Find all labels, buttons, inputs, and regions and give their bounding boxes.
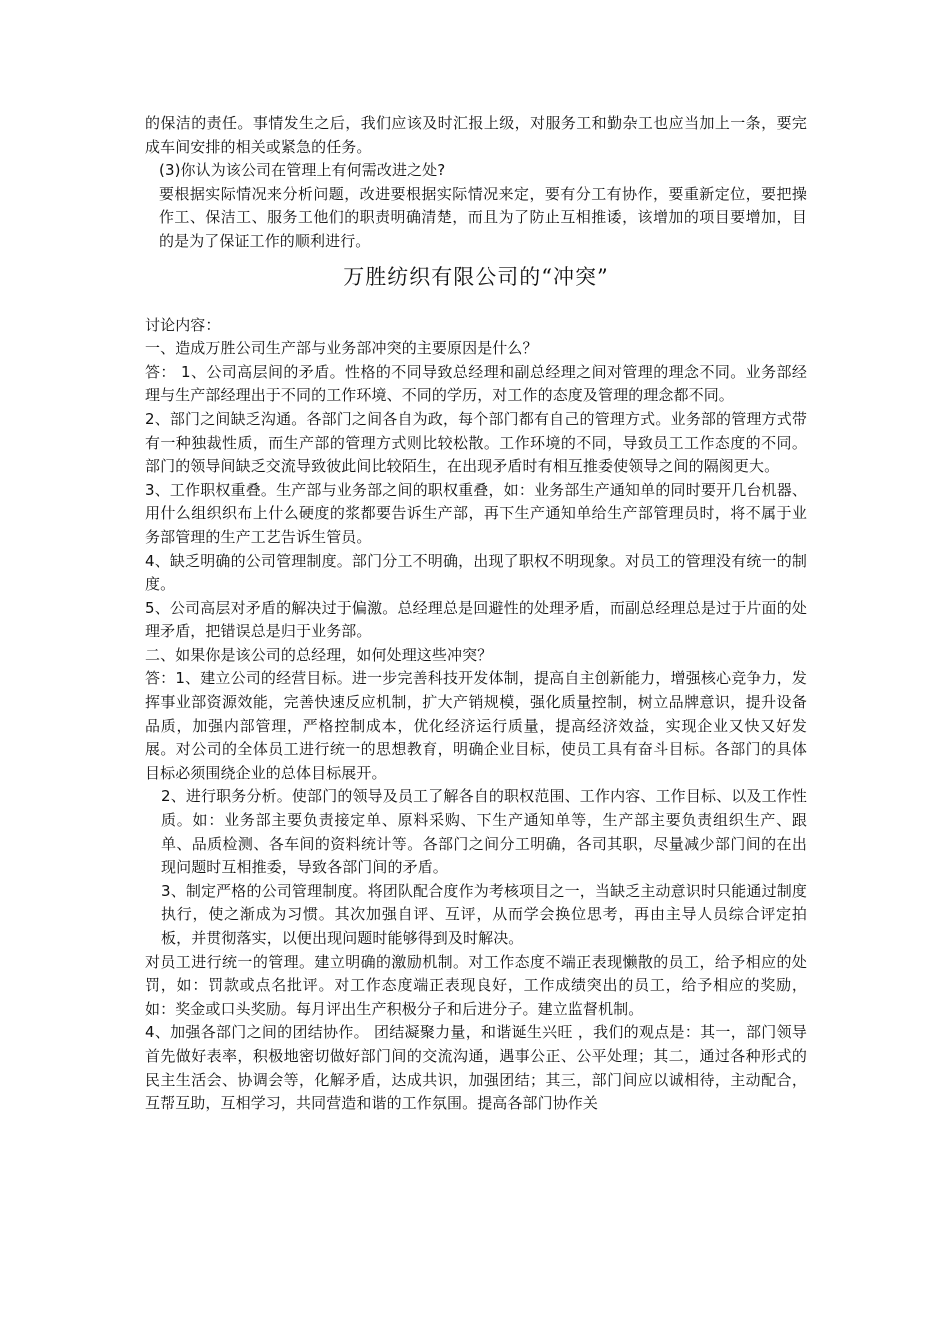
discussion-heading: 讨论内容： (145, 315, 221, 334)
answer-one-point-5: 5、公司高层对矛盾的解决过于偏激。总经理总是回避性的处理矛盾，而副总经理总是过于片面的处理矛盾，把错误总是归于业务部。 (145, 598, 807, 641)
answer-one-point-1: 答： 1、公司高层间的矛盾。性格的不同导致总经理和副总经理之间对管理的理念不同。业务部经理与生产部经理出于不同的工作环境、不同的学历，对工作的态度及管理的理念都不同。 (145, 362, 807, 405)
answer-two-staff-management: 对员工进行统一的管理。建立明确的激励机制。对工作态度不端正表现懒散的员工，给予相应的处罚，如：罚款或点名批评。对工作态度端正表现良好，工作成绩突出的员工，给予相应的奖励，如：奖金或口头奖励。每月评出生产积极分子和后进分子。建立监督机制。 (145, 952, 807, 1018)
answer-two-point-1: 答：1、建立公司的经营目标。进一步完善科技开发体制，提高自主创新能力，增强核心竞争力，发挥事业部资源效能，完善快速反应机制，扩大产销规模，强化质量控制，树立品牌意识，提升设备品质，加强内部管理，严格控制成本，优化经济运行质量，提高经济效益，实现企业又快又好发展。对公司的全体员工进行统一的思想教育，明确企业目标，使员工具有奋斗目标。各部门的具体目标必须围绕企业的总体目标展开。 (145, 669, 807, 782)
case-title: 万胜纺织有限公司的“冲突” (343, 264, 609, 289)
answer-one-point-4: 4、缺乏明确的公司管理制度。部门分工不明确，出现了职权不明现象。对员工的管理没有统一的制度。 (145, 551, 807, 594)
question-3: (3)你认为该公司在管理上有何需改进之处? (159, 161, 446, 180)
answer-one-point-2: 2、部门之间缺乏沟通。各部门之间各自为政，每个部门都有自己的管理方式。业务部的管理方式带有一种独裁性质，而生产部的管理方式则比较松散。工作环境的不同，导致员工工作态度的不同。部门的领导间缺乏交流导致彼此间比较陌生，在出现矛盾时有相互推委使领导之间的隔阂更大。 (145, 409, 807, 476)
question-two: 二、如果你是该公司的总经理，如何处理这些冲突？ (145, 645, 493, 664)
document-body (145, 112, 807, 1116)
answer-two-point-4: 4、加强各部门之间的团结协作。 团结凝聚力量，和谐诞生兴旺 ，我们的观点是：其一，部门领导首先做好表率，积极地密切做好部门间的交流沟通，遇事公正、公平处理；其二，通过各种形式的民主生活会、协调会等，化解矛盾，达成共识，加强团结；其三，部门间应以诚相待，主动配合，互帮互助，互相学习，共同营造和谐的工作氛围。提高各部门协作关 (145, 1023, 807, 1113)
answer-3: 要根据实际情况来分析问题，改进要根据实际情况来定，要有分工有协作，要重新定位，要把操作工、保洁工、服务工他们的职责明确清楚，而且为了防止互相推诿，该增加的项目要增加，目的是为了保证工作的顺利进行。 (159, 184, 807, 250)
answer-two-point-2: 2、进行职务分析。使部门的领导及员工了解各自的职权范围、工作内容、工作目标、以及工作性质。如：业务部主要负责接定单、原料采购、下生产通知单等，生产部主要负责组织生产、跟单、品质检测、各车间的资料统计等。各部门之间分工明确，各司其职，尽量减少部门间的在出现问题时互相推委，导致各部门间的矛盾。 (161, 787, 807, 877)
answer-two-point-3: 3、制定严格的公司管理制度。将团队配合度作为考核项目之一，当缺乏主动意识时只能通过制度执行，使之渐成为习惯。其次加强自评、互评，从而学会换位思考，再由主导人员综合评定拍板，并贯彻落实，以便出现问题时能够得到及时解决。 (161, 881, 807, 947)
paragraph-previous-answer-end: 的保洁的责任。事情发生之后，我们应该及时汇报上级，对服务工和勤杂工也应当加上一条，要完成车间安排的相关或紧急的任务。 (145, 114, 807, 156)
question-one: 一、造成万胜公司生产部与业务部冲突的主要原因是什么？ (145, 339, 538, 358)
answer-one-point-3: 3、工作职权重叠。生产部与业务部之间的职权重叠，如：业务部生产通知单的同时要开几台机器、用什么组织织布上什么硬度的浆都要告诉生产部，再下生产通知单给生产部管理员时，将不属于业务部管理的生产工艺告诉生管员。 (145, 480, 807, 546)
